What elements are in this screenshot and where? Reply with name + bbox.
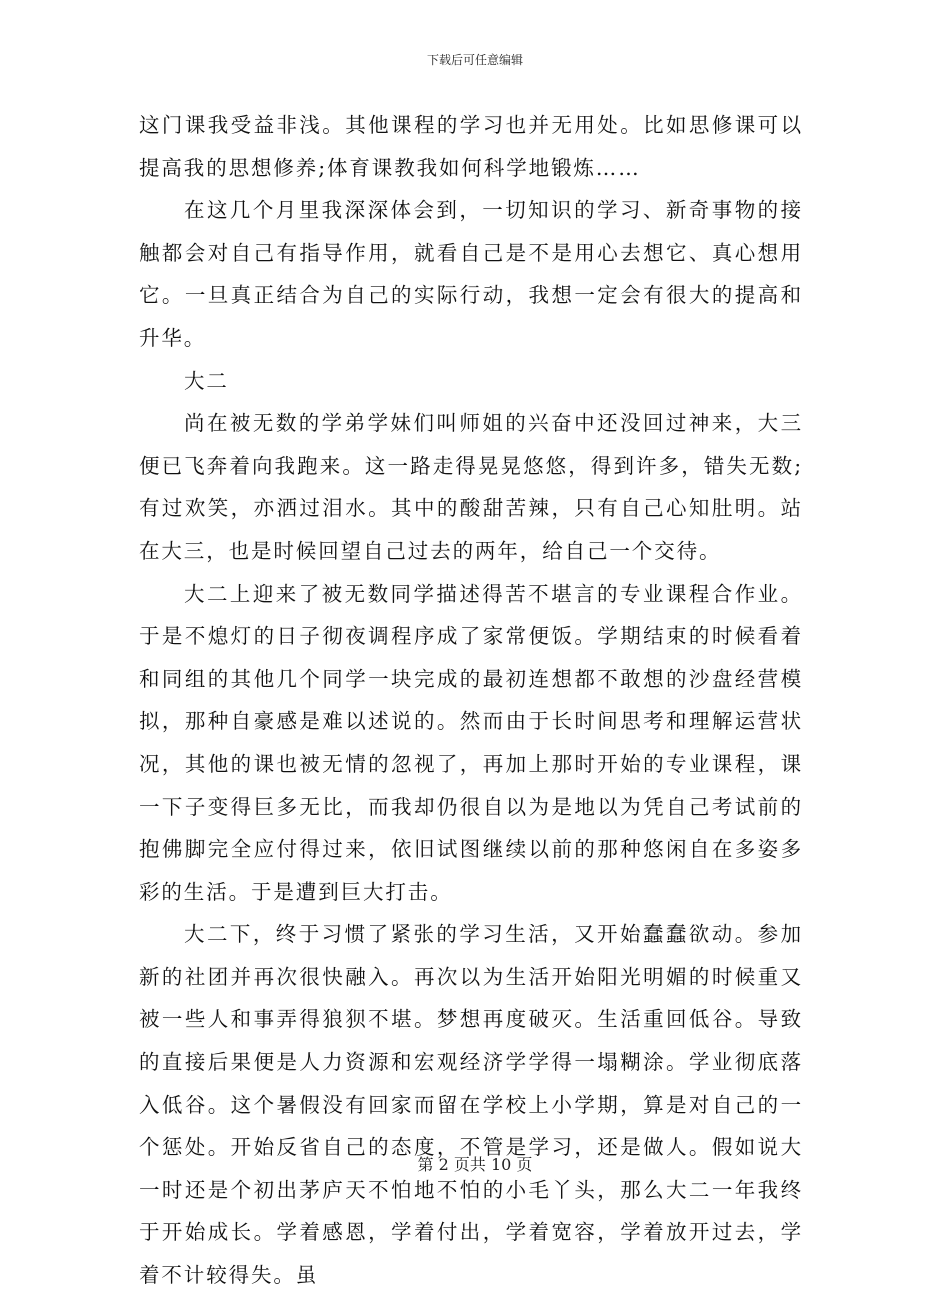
paragraph-2: 在这几个月里我深深体会到，一切知识的学习、新奇事物的接触都会对自己有指导作用，就看自己是不是用心去想它、真心想用它。一旦真正结合为自己的实际行动，我想一定会有很大的提高和升华。 <box>139 198 803 350</box>
document-body <box>139 104 803 1297</box>
page-number-footer: 第 2 页共 10 页 <box>417 1155 533 1174</box>
paragraph-3: 尚在被无数的学弟学妹们叫师姐的兴奋中还没回过神来，大三便已飞奔着向我跑来。这一路走得晃晃悠悠，得到许多，错失无数;有过欢笑，亦洒过泪水。其中的酸甜苦辣，只有自己心知肚明。站在大三，也是时候回望自己过去的两年，给自己一个交待。 <box>139 411 803 563</box>
page-header: 下载后可任意编辑 <box>426 53 523 67</box>
paragraph-5: 大二下，终于习惯了紧张的学习生活，又开始蠢蠢欲动。参加新的社团并再次很快融入。再次以为生活开始阳光明媚的时候重又被一些人和事弄得狼狈不堪。梦想再度破灭。生活重回低谷。导致的直接后果便是人力资源和宏观经济学学得一塌糊涂。学业彻底落入低谷。这个暑假没有回家而留在学校上小学期，算是对自己的一个惩处。开始反省自己的态度，不管是学习，还是做人。假如说大一时还是个初出茅庐天不怕地不怕的小毛丫头，那么大二一年我终于开始成长。学着感恩，学着付出，学着宽容，学着放开过去，学着不计较得失。虽 <box>139 922 803 1288</box>
section-heading: 大二 <box>184 368 229 393</box>
paragraph-4: 大二上迎来了被无数同学描述得苦不堪言的专业课程合作业。于是不熄灯的日子彻夜调程序成了家常便饭。学期结束的时候看着和同组的其他几个同学一块完成的最初连想都不敢想的沙盘经营模拟，那种自豪感是难以述说的。然而由于长时间思考和理解运营状况，其他的课也被无情的忽视了，再加上那时开始的专业课程，课一下子变得巨多无比，而我却仍很自以为是地以为凭自己考试前的抱佛脚完全应付得过来，依旧试图继续以前的那种悠闲自在多姿多彩的生活。于是遭到巨大打击。 <box>139 581 803 904</box>
paragraph-1: 这门课我受益非浅。其他课程的学习也并无用处。比如思修课可以提高我的思想修养;体育课教我如何科学地锻炼…… <box>139 113 803 180</box>
